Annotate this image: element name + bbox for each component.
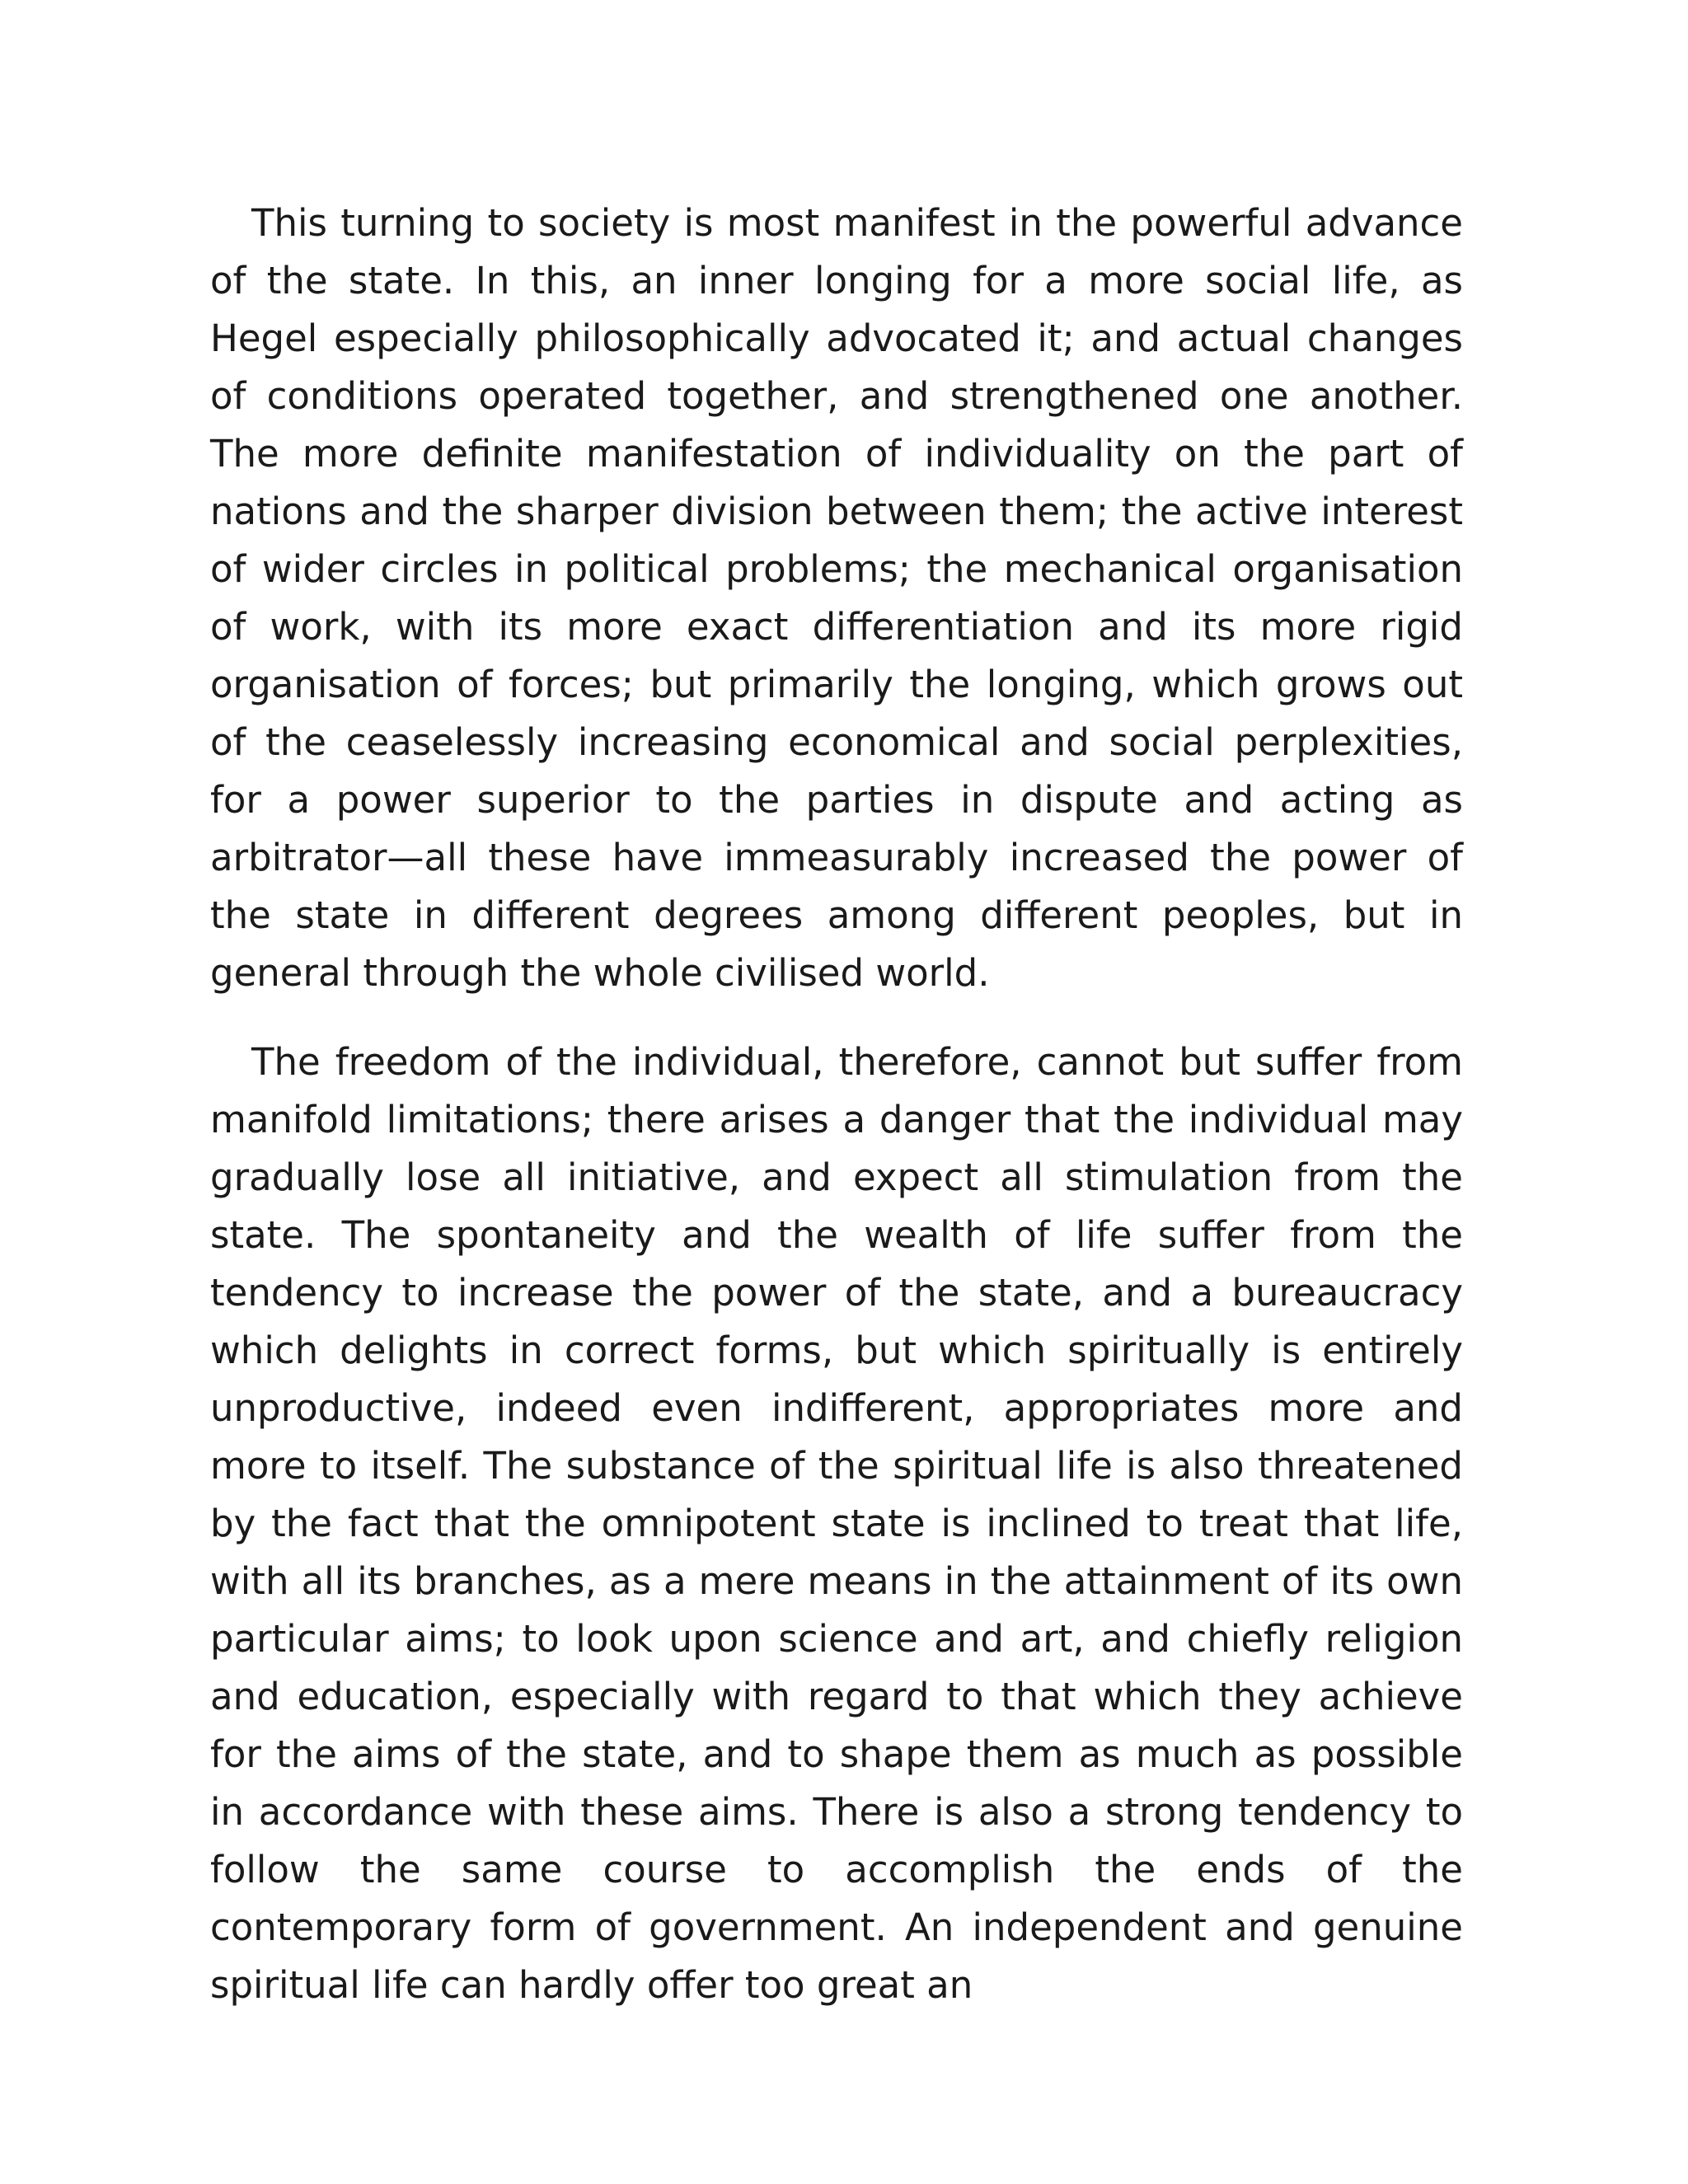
paragraph-2: The freedom of the individual, therefore, cannot but suffer from manifold limitations; there arises a danger that the individual may gradually lose all initiative, and expect all stimulation from the state. The spontaneity and the wealth of life suffer from the tendency to increase the power of the state, and a bureaucracy which delights in correct forms, but which spiritually is entirely unproductive, indeed even indifferent, appropriates more and more to itself. The substance of the spiritual life is also threatened by the fact that the omnipotent state is inclined to treat that life, with all its branches, as a mere means in the attainment of its own particular aims; to look upon science and art, and chiefly religion and education, especially with regard to that which they achieve for the aims of the state, and to shape them as much as possible in accordance with these aims. There is also a strong tendency to follow the same course to accomplish the ends of the contemporary form of government. An independent and genuine spiritual life can hardly offer too great an xyxy=(210,1040,1463,2007)
paragraph-1: This turning to society is most manifest in the powerful advance of the state. In this, an inner longing for a more social life, as Hegel especially philosophically advocated it; and actual changes of conditions operated together, and strengthened one another. The more definite manifestation of individuality on the part of nations and the sharper division between them; the active interest of wider circles in political problems; the mechanical organisation of work, with its more exact differentiation and its more rigid organisation of forces; but primarily the longing, which grows out of the ceaselessly increasing economical and social perplexities, for a power superior to the parties in dispute and acting as arbitrator—all these have immeasurably increased the power of the state in different degrees among different peoples, but in general through the whole civilised world. xyxy=(210,201,1463,995)
body-text xyxy=(210,194,1463,2014)
